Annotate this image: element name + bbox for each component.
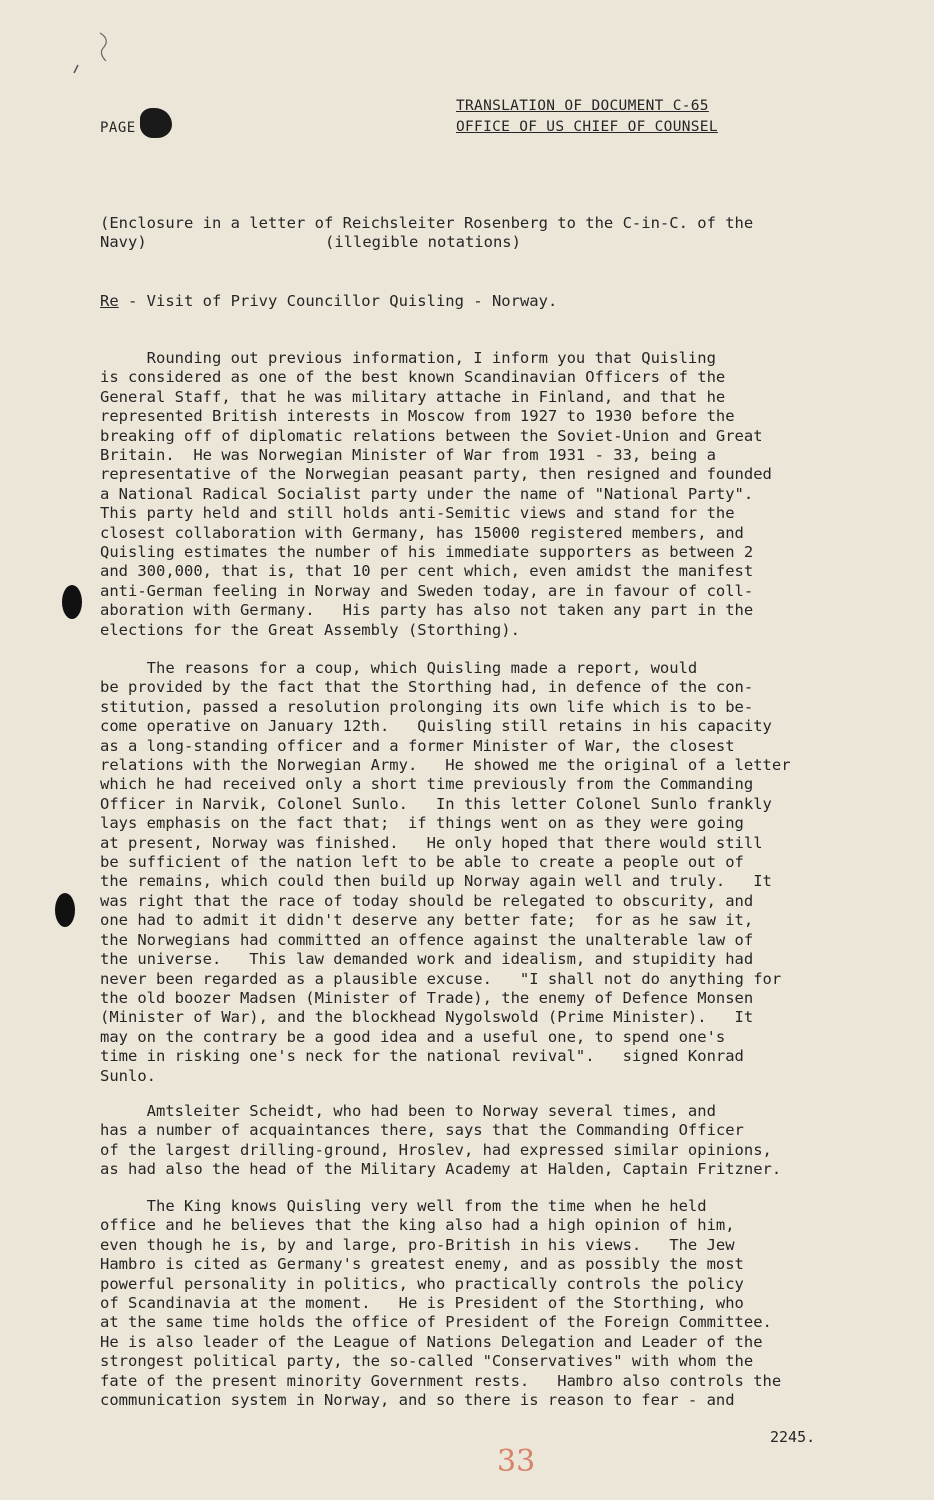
enclosure-line-2: Navy) — [100, 233, 147, 251]
subject-label: Re — [100, 292, 119, 310]
handwritten-mark — [70, 25, 130, 85]
header-document-title: TRANSLATION OF DOCUMENT C-65 — [456, 98, 709, 114]
header-office: OFFICE OF US CHIEF OF COUNSEL — [456, 119, 718, 135]
subject-text: - Visit of Privy Councillor Quisling - Norway. — [128, 292, 558, 310]
paragraph-1: Rounding out previous information, I inform you that Quisling is considered as one of the best known Scandinavian Officers of the General Staff, that he was military attache in Finland, and that he represented British interests in Moscow from 1927 to 1930 before the breaking off of diplomatic relations between the Soviet-Union and Great Britain. He was Norwegian Minister of War from 1931 - 33, being a representative of the Norwegian peasant party, then resigned and founded a National Radical Socialist party under the name of "National Party". This party held and still holds anti-Semitic views and stand for the closest collaboration with Germany, has 15000 registered members, and Quisling estimates the number of his immediate supporters as between 2 and 300,000, that is, that 10 per cent which, even amidst the manifest anti-German feeling in Norway and Sweden today, are in favour of coll- aboration with Germany. His party has also not taken any part in the elections for the Great Assembly (Storthing). — [100, 349, 772, 639]
paragraph-2: The reasons for a coup, which Quisling made a report, would be provided by the fact that the Storthing had, in defence of the con- stitution, passed a resolution prolonging its own life which is to be- come operative on January 12th. Quisling still retains in his capacity as a long-standing officer and a former Minister of War, the closest relations with the Norwegian Army. He showed me the original of a letter which he had received only a short time previously from the Commanding Officer in Narvik, Colonel Sunlo. In this letter Colonel Sunlo frankly lays emphasis on the fact that; if things went on as they were going at present, Norway was finished. He only hoped that there would still be sufficient of the nation left to be able to create a people out of the remains, which could then build up Norway again well and truly. It was right that the race of today should be relegated to obscurity, and one had to admit it didn't deserve any better fate; for as he saw it, the Norwegians had committed an offence against the unalterable law of the universe. This law demanded work and idealism, and stupidity had never been regarded as a plausible excuse. "I shall not do anything for the old boozer Madsen (Minister of Trade), the enemy of Defence Monsen (Minister of War), and the blockhead Nygolswold (Prime Minister). It may on the contrary be a good idea and a useful one, to spend one's time in risking one's neck for the national revival". signed Konrad Sunlo. — [100, 659, 791, 1085]
enclosure-line-1: (Enclosure in a letter of Reichsleiter Rosenberg to the C-in-C. of the — [100, 214, 754, 232]
handwritten-page-number: 33 — [497, 1444, 536, 1479]
punch-hole-top — [62, 585, 82, 619]
subject-line — [100, 292, 557, 310]
illegible-notations: (illegible notations) — [325, 233, 521, 251]
ink-blot — [140, 108, 172, 138]
paragraph-4: The King knows Quisling very well from the time when he held office and he believes that the king also had a high opinion of him, even though he is, by and large, pro-British in his views. The Jew Hambro is cited as Germany's greatest enemy, and as possibly the most powerful personality in politics, who practically controls the policy of Scandinavia at the moment. He is President of the Storthing, who at the same time holds the office of President of the Foreign Committee. He is also leader of the League of Nations Delegation and Leader of the strongest political party, the so-called "Conservatives" with whom the fate of the present minority Government rests. Hambro also controls the communication system in Norway, and so there is reason to fear - and — [100, 1197, 782, 1410]
page-label: PAGE — [100, 120, 136, 136]
paragraph-3: Amtsleiter Scheidt, who had been to Norway several times, and has a number of acquaintances there, says that the Commanding Officer of the largest drilling-ground, Hroslev, had expressed similar opinions, as had also the head of the Military Academy at Halden, Captain Fritzner. — [100, 1102, 782, 1179]
punch-hole-bottom — [55, 893, 75, 927]
page-number: 2245. — [770, 1428, 816, 1446]
